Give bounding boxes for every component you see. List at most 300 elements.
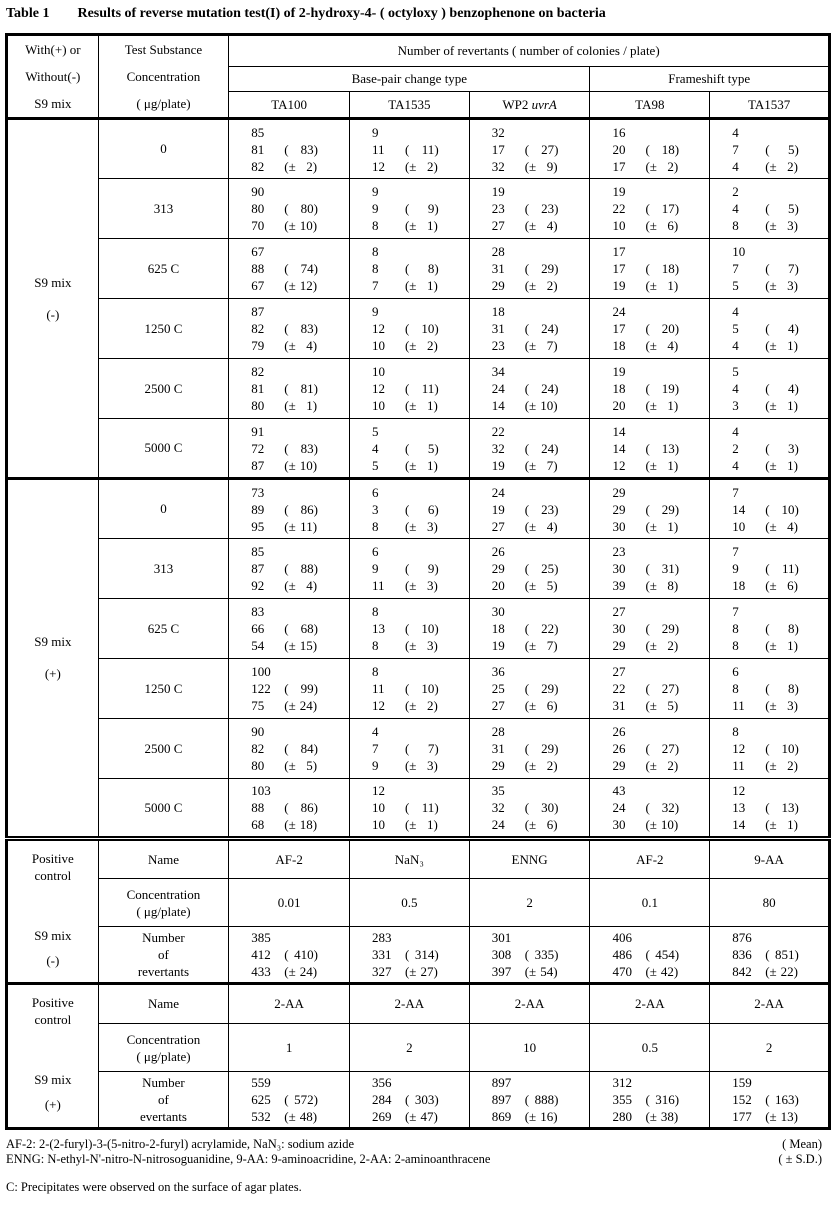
sd-value: (± 4): [524, 518, 558, 534]
dose-row: [7, 659, 830, 719]
mean-value: ( 24): [524, 440, 559, 456]
revertant-triplet: 29 29 ( 29) 30 (± 1): [612, 484, 680, 534]
sd-value: (± 8): [645, 578, 679, 593]
positive-control-concentration-row: [7, 879, 830, 927]
revertant-count-cell: [229, 779, 350, 839]
number-of-revertants-label-cell: Number of revertants: [98, 927, 229, 984]
sd-value: (± 10): [284, 218, 318, 233]
sd-value: (± 6): [524, 817, 558, 832]
sd-value: (± 12): [284, 278, 318, 293]
sd-value: (± 2): [524, 758, 558, 773]
control-name-cell: NaN₃: [349, 839, 469, 879]
dose-row: [7, 539, 830, 599]
revertant-count-cell: [710, 927, 830, 984]
revertant-triplet: 9 11 ( 11) 12 (± 2): [371, 124, 439, 174]
revertant-triplet: 8 13 ( 10) 8 (± 3): [371, 604, 439, 653]
mean-value: ( 8): [765, 621, 799, 636]
revertant-count-cell: [349, 119, 469, 179]
mean-value: ( 4): [765, 321, 799, 336]
revertant-count-cell: [229, 927, 350, 984]
revertant-count-cell: [590, 119, 710, 179]
sd-value: (± 2): [645, 158, 679, 174]
revertant-count-cell: [590, 239, 710, 299]
revertant-count-cell: [229, 419, 350, 479]
sd-value: (± 2): [404, 698, 438, 713]
header-strain-wp2uvra: WP2 uvrA: [469, 92, 590, 119]
revertant-count-cell: [349, 479, 469, 539]
mean-value: ( 454): [645, 947, 680, 962]
s9-mix-text: S9 mix (+): [8, 1072, 98, 1113]
sd-value: (± 5): [284, 758, 318, 773]
sd-value: (± 3): [765, 278, 799, 293]
positive-control-name-row: [7, 839, 830, 879]
revertant-triplet: 28 31 ( 29) 29 (± 2): [491, 244, 559, 293]
positive-control-concentration-row: [7, 1024, 830, 1072]
control-concentration-cell: 0.1: [590, 879, 710, 927]
control-name-cell: 2-AA: [590, 984, 710, 1024]
mean-value: ( 29): [524, 741, 559, 756]
sd-value: (± 1): [645, 278, 679, 293]
sd-value: (± 1): [765, 457, 799, 473]
revertant-triplet: 2 4 ( 5) 8 (± 3): [732, 184, 799, 233]
sd-value: (± 24): [284, 698, 318, 713]
control-name-cell: AF-2: [590, 839, 710, 879]
mean-value: ( 83): [284, 321, 318, 336]
sd-value: (± 6): [765, 578, 799, 593]
control-concentration-cell: 80: [710, 879, 830, 927]
mean-value: ( 410): [284, 947, 318, 962]
sd-value: (± 6): [524, 698, 558, 713]
revertant-triplet: 43 24 ( 32) 30 (± 10): [612, 783, 680, 832]
revertant-count-cell: [469, 599, 590, 659]
sd-value: (± 27): [404, 964, 438, 979]
control-name-cell: 2-AA: [229, 984, 350, 1024]
sd-value: (± 4): [645, 338, 679, 353]
mean-value: ( 11): [404, 141, 439, 157]
mean-value: ( 9): [404, 561, 439, 576]
mean-value: ( 18): [645, 141, 680, 157]
positive-control-count-row: [7, 1072, 830, 1129]
revertant-count-cell: [469, 239, 590, 299]
sd-value: (± 3): [404, 758, 438, 773]
sd-value: (± 4): [284, 338, 318, 353]
sd-value: (± 7): [524, 457, 558, 473]
sd-value: (± 1): [404, 398, 438, 413]
footnote-line2: ENNG: N-ethyl-N'-nitro-N-nitrosoguanidine, 9-AA: 9-aminoacridine, 2-AA: 2-aminoanthracene: [6, 1152, 491, 1166]
sd-value: (± 9): [524, 158, 558, 174]
sd-value: (± 2): [404, 158, 438, 174]
mean-value: ( 31): [645, 561, 680, 576]
mean-value: ( 8): [765, 681, 799, 696]
dose-row: [7, 299, 830, 359]
dose-row: [7, 179, 830, 239]
revertant-triplet: 4 7 ( 7) 9 (± 3): [371, 724, 439, 773]
footnote-row-2: [6, 1152, 830, 1167]
revertant-count-cell: [590, 659, 710, 719]
positive-control-name-row: [7, 984, 830, 1024]
revertant-count-cell: [229, 239, 350, 299]
revertant-triplet: 91 72 ( 83) 87 (± 10): [251, 423, 318, 473]
sd-value: (± 18): [284, 817, 318, 832]
revertant-count-cell: [469, 659, 590, 719]
mean-value: ( 3): [765, 440, 799, 456]
revertant-count-cell: [590, 927, 710, 984]
mean-value: ( 27): [645, 741, 680, 756]
revertant-triplet: 4 7 ( 5) 4 (± 2): [732, 124, 799, 174]
header-conc-line2: Concentration: [126, 69, 201, 84]
revertant-triplet: 35 32 ( 30) 24 (± 6): [491, 783, 559, 832]
revertant-triplet: 24 17 ( 20) 18 (± 4): [612, 304, 680, 353]
revertant-triplet: 22 32 ( 24) 19 (± 7): [491, 423, 559, 473]
revertant-triplet: 82 81 ( 81) 80 (± 1): [251, 364, 318, 413]
revertant-count-cell: [710, 419, 830, 479]
header-base-pair-group: Base-pair change type: [229, 66, 590, 92]
mean-value: ( 81): [284, 381, 318, 396]
mean-value: ( 23): [524, 501, 559, 517]
revertant-count-cell: [229, 599, 350, 659]
positive-control-label-cell: [7, 984, 99, 1129]
s9-mix-label-cell: [7, 479, 99, 839]
mean-value: ( 10): [404, 681, 439, 696]
mean-value: ( 23): [524, 201, 559, 216]
revertant-count-cell: [349, 779, 469, 839]
control-concentration-cell: 2: [469, 879, 590, 927]
sd-value: (± 2): [765, 158, 799, 174]
revertant-count-cell: [590, 419, 710, 479]
positive-control-text: Positive control: [31, 995, 74, 1027]
legend-mean: ( Mean): [782, 1137, 822, 1151]
mean-value: ( 10): [765, 501, 799, 517]
mean-value: ( 13): [645, 440, 680, 456]
revertant-triplet: 28 31 ( 29) 29 (± 2): [491, 724, 559, 773]
revertant-triplet: 7 9 ( 11) 18 (± 6): [732, 544, 799, 593]
mean-value: ( 303): [404, 1092, 439, 1107]
revertant-triplet: 85 87 ( 88) 92 (± 4): [251, 544, 318, 593]
dose-concentration-cell: 1250 C: [98, 659, 229, 719]
table-number: Table 1: [6, 6, 50, 21]
revertant-count-cell: [469, 359, 590, 419]
revertant-triplet: 103 88 ( 86) 68 (± 18): [251, 783, 318, 832]
revertant-triplet: 67 88 ( 74) 67 (± 12): [251, 244, 318, 293]
s9-mix-sign: (+): [44, 1097, 61, 1112]
mean-value: ( 163): [765, 1092, 799, 1107]
sd-value: (± 47): [404, 1109, 438, 1124]
header-strain-ta1535: TA1535: [349, 92, 469, 119]
revertant-triplet: 4 5 ( 4) 4 (± 1): [732, 304, 799, 353]
sd-value: (± 1): [765, 817, 799, 832]
mean-value: ( 8): [404, 261, 439, 276]
results-table: [5, 33, 831, 1130]
mean-value: ( 32): [645, 800, 680, 815]
revertant-triplet: 385 412 ( 410) 433 (± 24): [251, 930, 318, 979]
sd-value: (± 10): [284, 457, 318, 473]
sd-value: (± 3): [404, 518, 438, 534]
revertant-count-cell: [710, 239, 830, 299]
revertant-count-cell: [710, 1072, 830, 1129]
revertant-count-cell: [710, 719, 830, 779]
mean-value: ( 30): [524, 800, 559, 815]
revertant-count-cell: [229, 659, 350, 719]
mean-value: ( 83): [284, 440, 318, 456]
mean-value: ( 29): [524, 681, 559, 696]
sd-value: (± 2): [524, 278, 558, 293]
revertant-count-cell: [590, 1072, 710, 1129]
control-name-cell: 9-AA: [710, 839, 830, 879]
table-title-text: Results of reverse mutation test(I) of 2-hydroxy-4- ( octyloxy ) benzophenone on bacteria: [77, 6, 606, 21]
header-frameshift-group: Frameshift type: [590, 66, 830, 92]
mean-value: ( 27): [645, 681, 680, 696]
header-strain-ta1537: TA1537: [710, 92, 830, 119]
mean-value: ( 888): [524, 1092, 559, 1107]
mean-value: ( 24): [524, 321, 559, 336]
revertant-count-cell: [710, 659, 830, 719]
dose-row: [7, 419, 830, 479]
header-s9-line2: Without(-): [25, 69, 81, 84]
mean-value: ( 24): [524, 381, 559, 396]
mean-value: ( 99): [284, 681, 318, 696]
sd-value: (± 1): [645, 518, 679, 534]
revertant-triplet: 159 152 ( 163) 177 (± 13): [732, 1075, 799, 1124]
sd-value: (± 1): [284, 398, 318, 413]
revertant-triplet: 12 13 ( 13) 14 (± 1): [732, 783, 799, 832]
revertant-triplet: 10 12 ( 11) 10 (± 1): [371, 364, 439, 413]
revertant-count-cell: [590, 359, 710, 419]
revertant-triplet: 100 122 ( 99) 75 (± 24): [251, 664, 318, 713]
revertant-count-cell: [229, 479, 350, 539]
sd-value: (± 6): [645, 218, 679, 233]
name-label-cell: Name: [98, 839, 229, 879]
control-name-cell: ENNG: [469, 839, 590, 879]
revertant-count-cell: [710, 779, 830, 839]
revertant-count-cell: [469, 479, 590, 539]
header-s9-line1: With(+) or: [25, 42, 81, 57]
mean-value: ( 74): [284, 261, 318, 276]
control-name-cell: AF-2: [229, 839, 350, 879]
header-s9-line3: S9 mix: [34, 96, 72, 111]
sd-value: (± 10): [645, 817, 679, 832]
revertant-count-cell: [229, 179, 350, 239]
revertant-count-cell: [229, 1072, 350, 1129]
concentration-label-cell: Concentration ( μg/plate): [98, 1024, 229, 1072]
dose-row: [7, 359, 830, 419]
sd-value: (± 22): [765, 964, 799, 979]
positive-control-text: Positive control: [31, 851, 74, 883]
revertant-triplet: 7 8 ( 8) 8 (± 1): [732, 604, 799, 653]
name-label-cell: Name: [98, 984, 229, 1024]
mean-value: ( 7): [765, 261, 799, 276]
revertant-count-cell: [349, 659, 469, 719]
revertant-triplet: 24 19 ( 23) 27 (± 4): [491, 484, 559, 534]
mean-value: ( 11): [765, 561, 799, 576]
revertant-triplet: 36 25 ( 29) 27 (± 6): [491, 664, 559, 713]
footnote-line3: C: Precipitates were observed on the surface of agar plates.: [6, 1180, 302, 1194]
mean-value: ( 335): [524, 947, 559, 962]
revertant-triplet: 6 3 ( 6) 8 (± 3): [371, 484, 439, 534]
control-concentration-cell: 0.5: [590, 1024, 710, 1072]
revertant-triplet: 19 23 ( 23) 27 (± 4): [491, 184, 559, 233]
s9-mix-sign: (-): [46, 953, 60, 968]
revertant-triplet: 90 82 ( 84) 80 (± 5): [251, 724, 318, 773]
revertant-triplet: 6 9 ( 9) 11 (± 3): [371, 544, 439, 593]
revertant-triplet: 10 7 ( 7) 5 (± 3): [732, 244, 799, 293]
control-concentration-cell: 1: [229, 1024, 350, 1072]
s9-mix-text: S9 mix: [34, 634, 72, 649]
mean-value: ( 29): [524, 261, 559, 276]
control-name-cell: 2-AA: [710, 984, 830, 1024]
revertant-count-cell: [469, 1072, 590, 1129]
revertant-triplet: 19 18 ( 19) 20 (± 1): [612, 364, 680, 413]
revertant-count-cell: [590, 599, 710, 659]
sd-value: (± 10): [524, 398, 558, 413]
revertant-triplet: 73 89 ( 86) 95 (± 11): [251, 484, 318, 534]
mean-value: ( 11): [404, 800, 439, 815]
revertant-count-cell: [710, 599, 830, 659]
revertant-triplet: 30 18 ( 22) 19 (± 7): [491, 604, 559, 653]
header-revertants: Number of revertants ( number of colonies / plate): [229, 35, 830, 67]
mean-value: ( 20): [645, 321, 680, 336]
mean-value: ( 86): [284, 501, 318, 517]
sd-value: (± 1): [645, 457, 679, 473]
dose-concentration-cell: 313: [98, 179, 229, 239]
mean-value: ( 83): [284, 141, 318, 157]
sd-value: (± 48): [284, 1109, 318, 1124]
positive-control-count-row: [7, 927, 830, 984]
revertant-count-cell: [229, 359, 350, 419]
sd-value: (± 1): [765, 338, 799, 353]
revertant-count-cell: [469, 719, 590, 779]
sd-value: (± 1): [404, 218, 438, 233]
control-concentration-cell: 0.5: [349, 879, 469, 927]
table-title: [6, 6, 831, 22]
control-concentration-cell: 2: [710, 1024, 830, 1072]
revertant-triplet: 6 8 ( 8) 11 (± 3): [732, 664, 799, 713]
control-concentration-cell: 0.01: [229, 879, 350, 927]
sd-value: (± 15): [284, 638, 318, 653]
mean-value: ( 11): [404, 381, 439, 396]
revertant-count-cell: [710, 359, 830, 419]
revertant-triplet: 19 22 ( 17) 10 (± 6): [612, 184, 680, 233]
header-conc-line1: Test Substance: [124, 42, 203, 57]
mean-value: ( 86): [284, 800, 318, 815]
dose-row: [7, 479, 830, 539]
mean-value: ( 6): [404, 501, 439, 517]
s9-mix-label-cell: [7, 119, 99, 479]
revertant-triplet: 14 14 ( 13) 12 (± 1): [612, 423, 680, 473]
sd-value: (± 11): [284, 518, 318, 534]
revertant-count-cell: [229, 299, 350, 359]
s9-mix-text: S9 mix: [34, 274, 72, 290]
dose-concentration-cell: 0: [98, 479, 229, 539]
revertant-count-cell: [349, 927, 469, 984]
header-s9-mix: [7, 35, 99, 119]
sd-value: (± 2): [645, 638, 679, 653]
revertant-triplet: 23 30 ( 31) 39 (± 8): [612, 544, 680, 593]
mean-value: ( 17): [645, 201, 680, 216]
revertant-triplet: 27 22 ( 27) 31 (± 5): [612, 664, 680, 713]
sd-value: (± 24): [284, 964, 318, 979]
revertant-triplet: 4 2 ( 3) 4 (± 1): [732, 423, 799, 473]
revertant-triplet: 9 9 ( 9) 8 (± 1): [371, 184, 439, 233]
sd-value: (± 2): [645, 758, 679, 773]
revertant-triplet: 27 30 ( 29) 29 (± 2): [612, 604, 680, 653]
footnotes: [6, 1137, 830, 1195]
mean-value: ( 9): [404, 201, 439, 216]
revertant-count-cell: [710, 179, 830, 239]
sd-value: (± 42): [645, 964, 679, 979]
revertant-triplet: 17 17 ( 18) 19 (± 1): [612, 244, 680, 293]
revertant-count-cell: [349, 719, 469, 779]
mean-value: ( 851): [765, 947, 799, 962]
sd-value: (± 16): [524, 1109, 558, 1124]
sd-value: (± 4): [284, 578, 318, 593]
header-concentration: [98, 35, 229, 119]
mean-value: ( 13): [765, 800, 799, 815]
revertant-count-cell: [349, 299, 469, 359]
revertant-triplet: 26 26 ( 27) 29 (± 2): [612, 724, 680, 773]
revertant-triplet: 8 8 ( 8) 7 (± 1): [371, 244, 439, 293]
revertant-count-cell: [469, 539, 590, 599]
revertant-triplet: 8 11 ( 10) 12 (± 2): [371, 664, 439, 713]
mean-value: ( 316): [645, 1092, 680, 1107]
revertant-count-cell: [710, 479, 830, 539]
mean-value: ( 10): [404, 321, 439, 336]
revertant-count-cell: [590, 179, 710, 239]
concentration-label-cell: Concentration ( μg/plate): [98, 879, 229, 927]
revertant-count-cell: [229, 719, 350, 779]
dose-concentration-cell: 5000 C: [98, 779, 229, 839]
dose-row: [7, 239, 830, 299]
s9-mix-sign: (+): [44, 666, 61, 681]
revertant-triplet: 301 308 ( 335) 397 (± 54): [491, 930, 559, 979]
revertant-triplet: 9 12 ( 10) 10 (± 2): [371, 304, 439, 353]
header-strain-ta98: TA98: [590, 92, 710, 119]
mean-value: ( 572): [284, 1092, 318, 1107]
mean-value: ( 25): [524, 561, 559, 576]
revertant-triplet: 312 355 ( 316) 280 (± 38): [612, 1075, 680, 1124]
sd-value: (± 54): [524, 964, 558, 979]
revertant-triplet: 83 66 ( 68) 54 (± 15): [251, 604, 318, 653]
revertant-triplet: 16 20 ( 18) 17 (± 2): [612, 124, 680, 174]
sd-value: (± 2): [404, 338, 438, 353]
mean-value: ( 5): [404, 440, 439, 456]
mean-value: ( 88): [284, 561, 318, 576]
sd-value: (± 1): [404, 278, 438, 293]
revertant-count-cell: [349, 239, 469, 299]
revertant-count-cell: [229, 539, 350, 599]
sd-value: (± 2): [765, 758, 799, 773]
revertant-count-cell: [469, 179, 590, 239]
revertant-count-cell: [349, 1072, 469, 1129]
revertant-triplet: 87 82 ( 83) 79 (± 4): [251, 304, 318, 353]
dose-concentration-cell: 2500 C: [98, 359, 229, 419]
revertant-count-cell: [710, 539, 830, 599]
revertant-triplet: 406 486 ( 454) 470 (± 42): [612, 930, 680, 979]
footnote-row-1: [6, 1137, 830, 1152]
dose-row: [7, 779, 830, 839]
mean-value: ( 10): [404, 621, 439, 636]
revertant-count-cell: [349, 179, 469, 239]
header-conc-line3: ( μg/plate): [136, 96, 191, 111]
dose-row: [7, 599, 830, 659]
mean-value: ( 29): [645, 621, 680, 636]
sd-value: (± 3): [404, 638, 438, 653]
mean-value: ( 27): [524, 141, 559, 157]
sd-value: (± 7): [524, 638, 558, 653]
s9-mix-sign: (-): [46, 306, 60, 322]
revertant-triplet: 32 17 ( 27) 32 (± 9): [491, 124, 559, 174]
revertant-count-cell: [469, 419, 590, 479]
dose-row: [7, 719, 830, 779]
